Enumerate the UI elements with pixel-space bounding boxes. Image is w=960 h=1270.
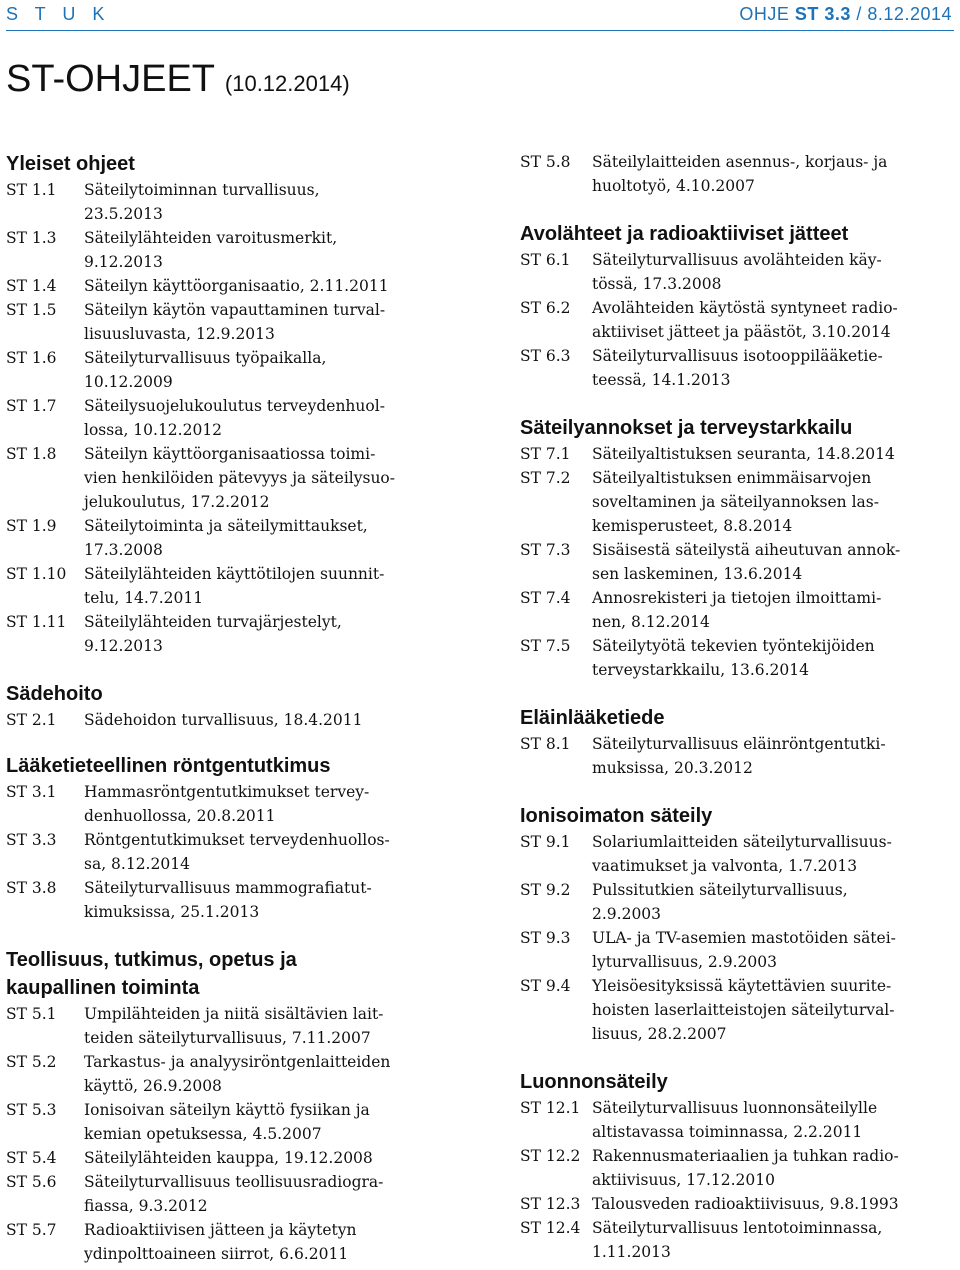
section (6, 680, 474, 732)
guide-entry (520, 634, 956, 682)
guide-entry (520, 732, 956, 780)
guide-entry (520, 974, 956, 1046)
guide-entry (6, 610, 474, 658)
guide-entry (520, 586, 956, 634)
guide-title: Säteilysuojelukoulutus terveydenhuol- lossa, 10.12.2012 (84, 397, 385, 439)
guide-entry (520, 830, 956, 878)
guide-entry (520, 248, 956, 296)
guide-code: ST 5.1 (6, 1005, 57, 1023)
guide-title: Umpilähteiden ja niitä sisältävien lait- teiden säteilyturvallisuus, 7.11.2007 (84, 1005, 384, 1047)
section (6, 150, 474, 658)
guide-entry (520, 1096, 956, 1144)
guide-title: ULA- ja TV-asemien mastotöiden sätei- lyturvallisuus, 2.9.2003 (592, 929, 896, 971)
guide-title: Säteilyaltistuksen seuranta, 14.8.2014 (592, 445, 895, 463)
page-title (6, 58, 350, 101)
doc-ref-code: ST 3.3 (794, 4, 851, 24)
guide-entry (520, 878, 956, 926)
guide-title: Säteilyturvallisuus työpaikalla, 10.12.2009 (84, 349, 327, 391)
guide-title: Säteilytoiminnan turvallisuus, 23.5.2013 (84, 181, 320, 223)
guide-title: Ionisoivan säteilyn käyttö fysiikan ja kemian opetuksessa, 4.5.2007 (84, 1101, 370, 1143)
guide-code: ST 12.1 (520, 1099, 581, 1117)
guide-code: ST 5.7 (6, 1221, 57, 1239)
guide-code: ST 7.1 (520, 445, 571, 463)
guide-title: Säteilyn käyttöorganisaatiossa toimi- vien henkilöiden pätevyys ja säteilysuo- jelukoulutus, 17.2.2012 (84, 445, 395, 511)
title-main: ST-OHJEET (6, 58, 225, 100)
guide-code: ST 6.3 (520, 347, 571, 365)
guide-title: Säteilytyötä tekevien työntekijöiden terveystarkkailu, 13.6.2014 (592, 637, 875, 679)
guide-code: ST 8.1 (520, 735, 571, 753)
guide-entry (6, 708, 474, 732)
guide-entry (520, 344, 956, 392)
guide-code: ST 5.6 (6, 1173, 57, 1191)
guide-code: ST 12.2 (520, 1147, 581, 1165)
guide-entry (6, 1170, 474, 1218)
guide-entry (520, 1192, 956, 1216)
guide-code: ST 1.4 (6, 277, 57, 295)
guide-entry (520, 1144, 956, 1192)
section-heading: Yleiset ohjeet (6, 153, 135, 175)
guide-entry (6, 1098, 474, 1146)
left-column (6, 150, 474, 1266)
guide-title: Hammasröntgentutkimukset tervey- denhuollossa, 20.8.2011 (84, 783, 370, 825)
guide-code: ST 1.9 (6, 517, 57, 535)
guide-entry (520, 1216, 956, 1264)
guide-code: ST 12.3 (520, 1195, 581, 1213)
section (6, 946, 474, 1266)
guide-code: ST 1.1 (6, 181, 57, 199)
guide-entry (6, 828, 474, 876)
guide-code: ST 7.5 (520, 637, 571, 655)
guide-entry (6, 274, 474, 298)
guide-code: ST 7.3 (520, 541, 571, 559)
guide-entry (6, 876, 474, 924)
guide-title: Säteilyturvallisuus teollisuusradiogra- fiassa, 9.3.2012 (84, 1173, 384, 1215)
section (520, 802, 956, 1046)
section (6, 752, 474, 924)
guide-title: Säteilyturvallisuus avolähteiden käy- tössä, 17.3.2008 (592, 251, 882, 293)
guide-entry (520, 466, 956, 538)
guide-entry (6, 1146, 474, 1170)
guide-title: Tarkastus- ja analyysiröntgenlaitteiden käyttö, 26.9.2008 (84, 1053, 391, 1095)
header-rule (6, 30, 954, 31)
guide-entry (520, 150, 956, 198)
guide-title: Säteilyturvallisuus luonnonsäteilylle altistavassa toiminnassa, 2.2.2011 (592, 1099, 878, 1141)
guide-code: ST 1.5 (6, 301, 57, 319)
guide-title: Säteilyn käyttöorganisaatio, 2.11.2011 (84, 277, 389, 295)
section (520, 220, 956, 392)
guide-code: ST 9.2 (520, 881, 571, 899)
section (520, 704, 956, 780)
document-reference (739, 4, 952, 25)
guide-title: Radioaktiivisen jätteen ja käytetyn ydinpolttoaineen siirrot, 6.6.2011 (84, 1221, 357, 1263)
guide-entry (6, 346, 474, 394)
guide-entry (6, 1050, 474, 1098)
guide-code: ST 7.2 (520, 469, 571, 487)
guide-code: ST 3.3 (6, 831, 57, 849)
section-heading: Sädehoito (6, 683, 103, 705)
guide-code: ST 1.8 (6, 445, 57, 463)
guide-title: Säteilyturvallisuus mammografiatut- kimuksissa, 25.1.2013 (84, 879, 372, 921)
guide-entry (6, 298, 474, 346)
guide-entry (6, 1218, 474, 1266)
guide-title: Säteilyaltistuksen enimmäisarvojen soveltaminen ja säteilyannoksen las- kemisperusteet, 8.8.2014 (592, 469, 879, 535)
section-heading: Lääketieteellinen röntgentutkimus (6, 755, 331, 777)
guide-title: Säteilylähteiden kauppa, 19.12.2008 (84, 1149, 373, 1167)
guide-entry (6, 1002, 474, 1050)
guide-code: ST 5.2 (6, 1053, 57, 1071)
section (520, 150, 956, 198)
guide-title: Säteilyturvallisuus isotooppilääketie- teessä, 14.1.2013 (592, 347, 883, 389)
guide-title: Säteilyturvallisuus eläinröntgentutki- muksissa, 20.3.2012 (592, 735, 886, 777)
guide-code: ST 9.4 (520, 977, 571, 995)
guide-title: Säteilylähteiden varoitusmerkit, 9.12.2013 (84, 229, 338, 271)
guide-title: Yleisöesityksissä käytettävien suurite- hoisten laserlaitteistojen säteilyturval- lisuus, 28.2.2007 (592, 977, 895, 1043)
guide-entry (6, 514, 474, 562)
guide-title: Rakennusmateriaalien ja tuhkan radio- aktiivisuus, 17.12.2010 (592, 1147, 899, 1189)
guide-title: Sisäisestä säteilystä aiheutuvan annok- sen laskeminen, 13.6.2014 (592, 541, 901, 583)
guide-title: Säteilytoiminta ja säteilymittaukset, 17.3.2008 (84, 517, 368, 559)
guide-code: ST 2.1 (6, 711, 57, 729)
guide-code: ST 1.7 (6, 397, 57, 415)
guide-entry (520, 296, 956, 344)
guide-code: ST 1.10 (6, 565, 67, 583)
guide-code: ST 9.3 (520, 929, 571, 947)
guide-entry (6, 442, 474, 514)
guide-code: ST 6.2 (520, 299, 571, 317)
guide-title: Säteilylähteiden turvajärjestelyt, 9.12.2013 (84, 613, 342, 655)
guide-code: ST 7.4 (520, 589, 571, 607)
section-heading: Avolähteet ja radioaktiiviset jätteet (520, 223, 849, 245)
section-heading: Säteilyannokset ja terveystarkkailu (520, 417, 853, 439)
guide-entry (520, 926, 956, 974)
guide-code: ST 1.11 (6, 613, 67, 631)
right-column (520, 150, 956, 1264)
guide-entry (520, 442, 956, 466)
guide-code: ST 3.8 (6, 879, 57, 897)
org-name: S T U K (6, 4, 111, 24)
guide-code: ST 5.3 (6, 1101, 57, 1119)
guide-entry (6, 226, 474, 274)
guide-title: Annosrekisteri ja tietojen ilmoittami- nen, 8.12.2014 (592, 589, 882, 631)
guide-code: ST 5.8 (520, 153, 571, 171)
guide-code: ST 5.4 (6, 1149, 57, 1167)
section-heading: Ionisoimaton säteily (520, 805, 713, 827)
guide-code: ST 3.1 (6, 783, 57, 801)
section (520, 1068, 956, 1264)
guide-code: ST 12.4 (520, 1219, 581, 1237)
guide-code: ST 9.1 (520, 833, 571, 851)
guide-title: Säteilyn käytön vapauttaminen turval- lisuusluvasta, 12.9.2013 (84, 301, 386, 343)
guide-title: Talousveden radioaktiivisuus, 9.8.1993 (592, 1195, 899, 1213)
section-heading: Teollisuus, tutkimus, opetus ja kaupallinen toiminta (6, 949, 297, 999)
guide-entry (6, 394, 474, 442)
section (520, 414, 956, 682)
guide-title: Röntgentutkimukset terveydenhuollos- sa, 8.12.2014 (84, 831, 390, 873)
guide-title: Pulssitutkien säteilyturvallisuus, 2.9.2003 (592, 881, 848, 923)
guide-entry (6, 562, 474, 610)
guide-title: Säteilylaitteiden asennus-, korjaus- ja huoltotyö, 4.10.2007 (592, 153, 888, 195)
doc-ref-date: / 8.12.2014 (850, 4, 952, 24)
guide-entry (6, 780, 474, 828)
doc-ref-prefix: OHJE (739, 4, 795, 24)
guide-entry (520, 538, 956, 586)
guide-code: ST 1.3 (6, 229, 57, 247)
guide-title: Sädehoidon turvallisuus, 18.4.2011 (84, 711, 363, 729)
section-heading: Eläinlääketiede (520, 707, 665, 729)
guide-code: ST 1.6 (6, 349, 57, 367)
guide-entry (6, 178, 474, 226)
section-heading: Luonnonsäteily (520, 1071, 668, 1093)
title-date: (10.12.2014) (224, 71, 350, 96)
guide-title: Solariumlaitteiden säteilyturvallisuus- vaatimukset ja valvonta, 1.7.2013 (592, 833, 892, 875)
guide-title: Säteilylähteiden käyttötilojen suunnit- telu, 14.7.2011 (84, 565, 385, 607)
guide-title: Avolähteiden käytöstä syntyneet radio- aktiiviset jätteet ja päästöt, 3.10.2014 (592, 299, 898, 341)
guide-title: Säteilyturvallisuus lentotoiminnassa, 1.11.2013 (592, 1219, 883, 1261)
guide-code: ST 6.1 (520, 251, 571, 269)
